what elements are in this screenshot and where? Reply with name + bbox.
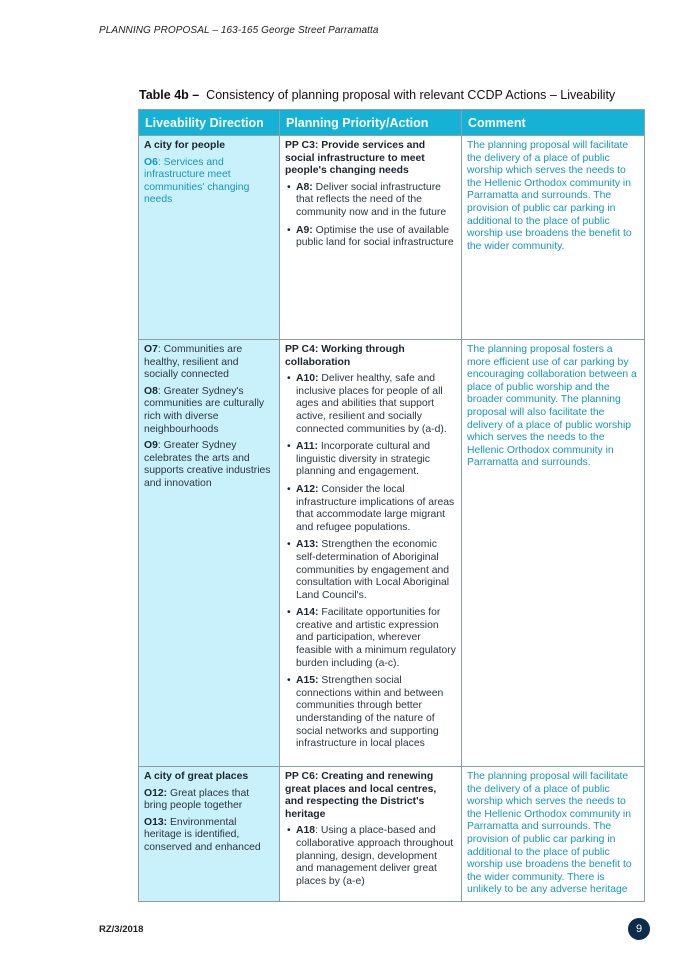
table-row (139, 767, 645, 902)
table-caption (139, 88, 615, 102)
action-code: A10: (296, 373, 319, 385)
direction-title: A city for people (144, 140, 226, 151)
objective-text: Greater Sydney celebrates the arts and supports creative industries and innovation (144, 440, 271, 489)
action-list (285, 373, 456, 751)
action-text: : Using a place-based and collaborative approach throughout planning, design, development and management deliver great places by (a-e) (296, 825, 454, 887)
objective-code: O8 (144, 385, 158, 397)
objective (144, 817, 274, 855)
objective-sep: : (157, 440, 164, 452)
objective-code: O13: (144, 816, 168, 828)
objective (144, 157, 274, 207)
page-number-badge: 9 (628, 918, 650, 940)
table-row (139, 136, 645, 340)
objective-sep: : (157, 344, 164, 355)
action-code: A12: (296, 483, 319, 495)
action-code: A18 (296, 825, 316, 837)
direction-cell (139, 767, 280, 902)
action-list (285, 825, 456, 888)
objective (144, 344, 274, 382)
objective (144, 788, 274, 813)
action-text: Strengthen social connections within and between communities through better understanding of the nature of social networks and supporting infrastructure in local places (296, 675, 444, 750)
table-caption-label: Table 4b – (139, 88, 200, 102)
table-row (139, 340, 645, 767)
action-item (285, 675, 456, 751)
column-header-comment: Comment (462, 110, 645, 136)
comment-cell: The planning proposal will facilitate the delivery of a place of public worship which serves the needs to the Hellenic Orthodox community in Parramatta and surrounds. The provision of public car parking in additional to the place of public worship use broadens the benefit to the wider community. There is unlikely to be any adverse heritage (462, 767, 645, 902)
objective-sep: : (157, 385, 164, 397)
action-item (285, 539, 456, 602)
objective-text: Greater Sydney's communities are culturally rich with diverse neighbourhoods (144, 385, 265, 435)
action-code: A8: (296, 181, 313, 193)
direction-cell (139, 340, 280, 767)
objective-text: Environmental heritage is identified, conserved and enhanced (144, 816, 261, 853)
action-text: Deliver social infrastructure that reflects the need of the community now and in the future (296, 181, 447, 218)
table-header-row (139, 110, 645, 136)
priority-cell (280, 136, 462, 340)
running-header: PLANNING PROPOSAL – 163-165 George Street Parramatta (99, 25, 379, 36)
table-caption-text: Consistency of planning proposal with relevant CCDP Actions – Liveability (206, 88, 616, 102)
column-header-direction: Liveability Direction (139, 110, 280, 136)
objective-text: Great places that bring people together (144, 787, 250, 812)
objective-code: O9 (144, 440, 158, 452)
comment-cell: The planning proposal will facilitate the delivery of a place of public worship which serves the needs to the Hellenic Orthodox community in Parramatta and surrounds. The provision of public car parking in additional to the place of public worship use broadens the benefit to the wider community. (462, 136, 645, 340)
action-text: Incorporate cultural and linguistic diversity in strategic planning and engagement. (296, 441, 431, 478)
action-item (285, 225, 456, 250)
action-text: Facilitate opportunities for creative and artistic expression and participation, wherever feasible with a minimum regulatory burden including (a-c). (296, 607, 456, 669)
action-item (285, 825, 456, 888)
action-text: Deliver healthy, safe and inclusive places for people of all ages and abilities that support active, resilient and socially connected communities by (a-d). (296, 373, 447, 435)
objective (144, 386, 274, 436)
objective-text: Communities are healthy, resilient and socially connected (144, 344, 243, 381)
direction-title: A city of great places (144, 771, 249, 782)
action-text: Consider the local infrastructure implications of areas that accommodate large migrant and refugee populations. (296, 483, 455, 533)
column-header-priority: Planning Priority/Action (280, 110, 462, 136)
action-text: Strengthen the economic self-determination of Aboriginal communities by engagement and consultation with Local Aboriginal Land Council's. (296, 539, 450, 601)
action-code: A13: (296, 539, 319, 551)
objective-sep: : (157, 156, 164, 168)
comment-cell: The planning proposal fosters a more efficient use of car parking by encouraging collaboration between a place of public worship and the broader community. The planning proposal will also facilitate the delivery of a place of public worship which serves the needs to the Hellenic Orthodox community in Parramatta and surrounds. (462, 340, 645, 767)
planning-priority-title: PP C3: Provide services and social infrastructure to meet people's changing needs (285, 140, 426, 177)
action-code: A14: (296, 607, 319, 619)
objective (144, 440, 274, 490)
action-item (285, 607, 456, 670)
action-item (285, 182, 456, 220)
planning-priority-title: PP C4: Working through collaboration (285, 344, 405, 368)
planning-priority-title: PP C6: Creating and renewing great places and local centres, and respecting the District's heritage (285, 771, 437, 820)
objective-code: O6 (144, 156, 158, 168)
action-item (285, 484, 456, 534)
objective-text: Services and infrastructure meet communities' changing needs (144, 156, 250, 206)
action-code: A15: (296, 675, 319, 687)
action-code: A9: (296, 224, 313, 236)
objective-code: O7 (144, 344, 158, 355)
direction-cell (139, 136, 280, 340)
priority-cell (280, 767, 462, 902)
action-item (285, 373, 456, 436)
action-item (285, 441, 456, 479)
objective-code: O12: (144, 787, 168, 799)
action-code: A11: (296, 441, 318, 453)
action-text: Optimise the use of available public land for social infrastructure (296, 224, 454, 249)
ccdp-consistency-table (138, 109, 645, 902)
footer-document-code: RZ/3/2018 (99, 924, 144, 935)
priority-cell (280, 340, 462, 767)
action-list (285, 182, 456, 250)
